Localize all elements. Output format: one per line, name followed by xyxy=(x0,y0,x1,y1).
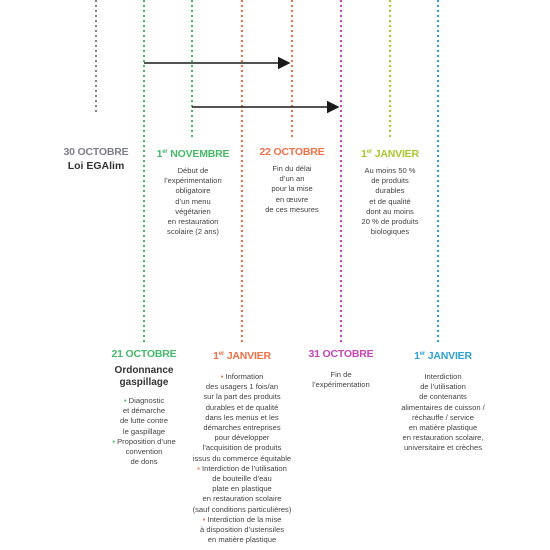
event-1er-novembre xyxy=(147,146,239,237)
event-date: 1er JANVIER xyxy=(414,350,472,362)
event-1er-janvier-blue xyxy=(384,348,502,454)
event-21-octobre xyxy=(104,348,184,467)
event-description: Début de l’expérimentation obligatoire d’un menu végétarien en restauration scolaire (2 ans) xyxy=(164,166,222,237)
event-description: Fin de l’expérimentation xyxy=(312,370,370,390)
event-30-octobre xyxy=(56,146,136,173)
event-title: Ordonnance gaspillage xyxy=(114,365,174,388)
event-title: Loi EGAlim xyxy=(67,160,125,172)
event-date: 1er NOVEMBRE xyxy=(156,148,230,160)
bullet-marker: ▪ xyxy=(197,463,200,473)
bullet-marker: ▪ xyxy=(202,514,206,524)
event-1er-janvier-ordonnance xyxy=(184,348,300,545)
event-description: ▪ Information des usagers 1 fois/an sur la part des produits durables et de qualité dans les menus et les démarches entreprises pour développer l’acquisition de produits issus du commerce équitable ▪ Interdiction de l’utilisation de bouteille d’eau plate en plastique en restauration scolaire (sauf conditions particulières) ▪ Interdiction de la mise à disposition d’ustensiles en matière plastique xyxy=(192,372,292,545)
event-date: 1er JANVIER xyxy=(361,148,419,160)
event-22-octobre xyxy=(248,146,336,215)
event-date: 30 OCTOBRE xyxy=(63,146,129,158)
event-date: 1er JANVIER xyxy=(213,350,271,362)
event-1er-janvier-top xyxy=(344,146,436,237)
bullet-marker: ▪ xyxy=(112,436,115,446)
event-date: 21 OCTOBRE xyxy=(111,348,177,360)
event-description: ▪ Diagnostic et démarche de lutte contre le gaspillage ▪ Proposition d’une convention de dons xyxy=(112,396,176,467)
event-description: Fin du délai d’un an pour la mise en œuvre de ces mesures xyxy=(265,164,319,214)
bullet-marker: ▪ xyxy=(123,396,127,405)
event-description: Interdiction de l’utilisation de contenants alimentaires de cuisson / réchauffe / service en matière plastique en restauration scolaire, universitaire et crèches xyxy=(401,372,485,453)
event-date: 31 OCTOBRE xyxy=(308,348,374,360)
bullet-marker: ▪ xyxy=(220,372,224,381)
event-date: 22 OCTOBRE xyxy=(259,146,325,158)
event-31-octobre xyxy=(300,348,382,390)
event-description: Au moins 50 % de produits durables et de qualité dont au moins 20 % de produits biologiques xyxy=(361,166,419,237)
